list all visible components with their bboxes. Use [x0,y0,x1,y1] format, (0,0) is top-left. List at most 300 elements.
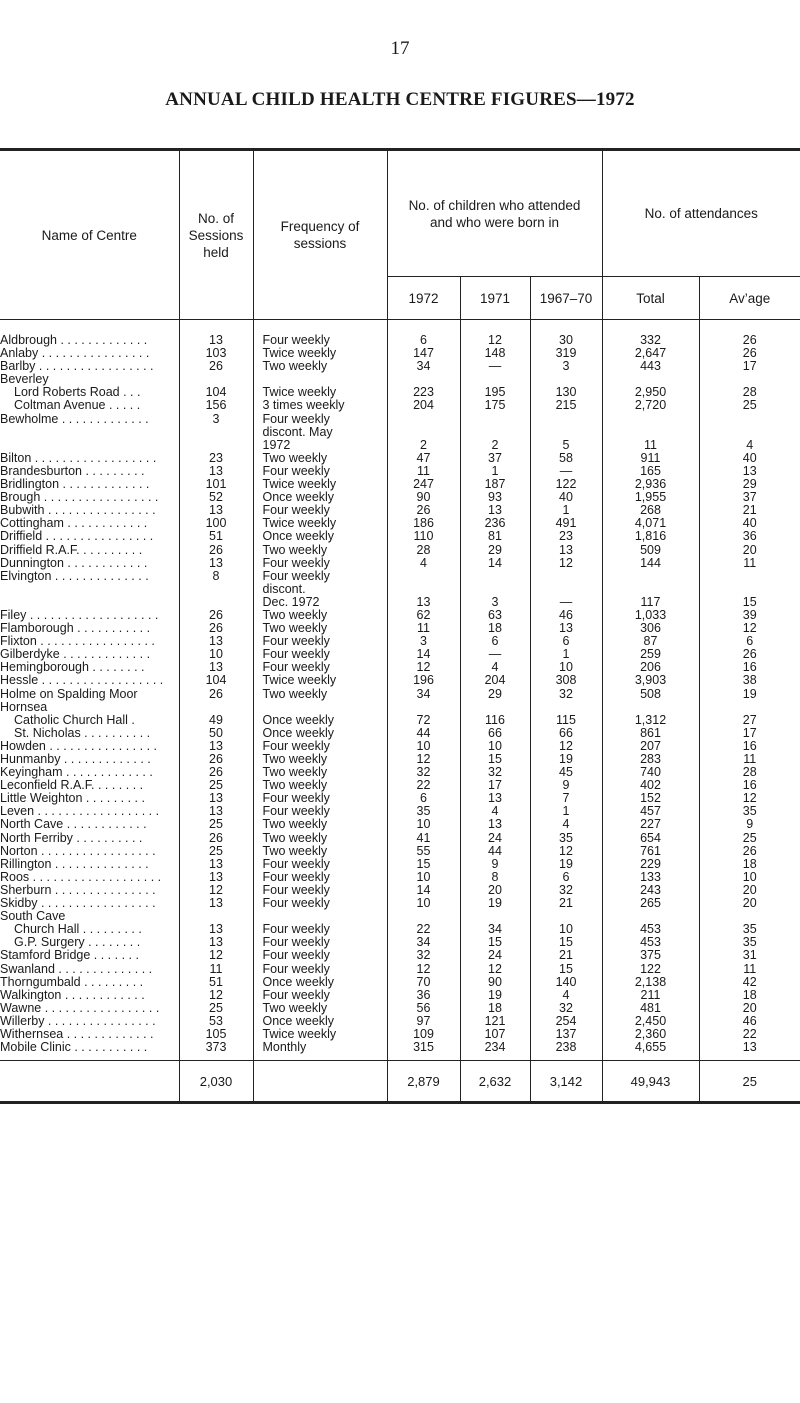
born-1967-70-cell [530,583,602,596]
born-1967-70-cell: 10 [530,661,602,674]
attendance-total-cell [602,426,699,439]
attendance-total-cell: 144 [602,557,699,570]
table-row [0,897,800,910]
totals-1972: 2,879 [387,1061,460,1103]
frequency-cell: Once weekly [253,976,387,989]
header-attendances-text: No. of attendances [644,206,758,221]
attendance-average-cell: 12 [699,792,800,805]
attendance-average-cell: 26 [699,320,800,348]
sessions-cell: 13 [179,923,253,936]
born-1971-cell: 15 [460,753,530,766]
born-1972-cell: 6 [387,792,460,805]
frequency-cell: 1972 [253,439,387,452]
frequency-cell: Four weekly [253,648,387,661]
sessions-cell: 26 [179,609,253,622]
table-row [0,544,800,557]
table-row [0,832,800,845]
table-row [0,583,800,596]
centre-name: Willerby . . . . . . . . . . . . . . . . [0,1014,156,1028]
born-1967-70-cell: 21 [530,949,602,962]
table-row [0,452,800,465]
frequency-cell: Two weekly [253,1002,387,1015]
frequency-cell: Twice weekly [253,478,387,491]
born-1971-cell [460,570,530,583]
born-1972-cell [387,413,460,426]
attendance-total-cell: 740 [602,766,699,779]
centre-name: Beverley [0,373,49,387]
centre-name: Wawne . . . . . . . . . . . . . . . . . [0,1001,160,1015]
born-1967-70-cell: 19 [530,753,602,766]
born-1971-cell: 148 [460,347,530,360]
born-1972-cell: 10 [387,818,460,831]
attendance-total-cell: 206 [602,661,699,674]
frequency-cell: Two weekly [253,688,387,701]
centre-name: Elvington . . . . . . . . . . . . . . [0,569,149,583]
born-1967-70-cell: 15 [530,963,602,976]
attendance-total-cell: 3,903 [602,674,699,687]
sessions-cell: 13 [179,557,253,570]
born-1971-cell: 13 [460,818,530,831]
attendance-average-cell: 27 [699,714,800,727]
born-1971-cell: 63 [460,609,530,622]
attendance-total-cell [602,701,699,714]
centre-name [0,583,179,596]
attendance-total-cell: 122 [602,963,699,976]
born-1972-cell: 70 [387,976,460,989]
attendance-total-cell: 265 [602,897,699,910]
table-row [0,399,800,412]
frequency-cell: Four weekly [253,740,387,753]
frequency-cell: Once weekly [253,491,387,504]
born-1967-70-cell: 9 [530,779,602,792]
table-row [0,753,800,766]
born-1972-cell: 6 [387,320,460,348]
attendance-average-cell: 26 [699,347,800,360]
attendance-total-cell: 133 [602,871,699,884]
frequency-cell: Twice weekly [253,347,387,360]
born-1971-cell [460,701,530,714]
centre-name: Bridlington . . . . . . . . . . . . . [0,478,150,492]
born-1971-cell: 32 [460,766,530,779]
attendance-total-cell: 457 [602,805,699,818]
born-1971-cell: 93 [460,491,530,504]
frequency-cell: Two weekly [253,544,387,557]
born-1971-cell: 15 [460,936,530,949]
sessions-cell: 12 [179,949,253,962]
born-1972-cell: 12 [387,753,460,766]
born-1967-70-cell: 491 [530,517,602,530]
frequency-cell: 3 times weekly [253,399,387,412]
born-1967-70-cell: — [530,596,602,609]
born-1972-cell: 55 [387,845,460,858]
born-1967-70-cell: 3 [530,360,602,373]
sessions-cell [179,439,253,452]
attendance-total-cell: 375 [602,949,699,962]
attendance-total-cell: 508 [602,688,699,701]
born-1967-70-cell: 45 [530,766,602,779]
born-1972-cell: 109 [387,1028,460,1041]
table-row [0,858,800,871]
frequency-cell: Four weekly [253,557,387,570]
born-1971-cell: 8 [460,871,530,884]
table-row [0,779,800,792]
attendance-total-cell: 761 [602,845,699,858]
centre-name: Flixton . . . . . . . . . . . . . . . . . [0,635,155,649]
centre-name: Bubwith . . . . . . . . . . . . . . . . [0,504,156,518]
frequency-cell: Four weekly [253,570,387,583]
born-1971-cell: 44 [460,845,530,858]
born-1971-cell: 4 [460,805,530,818]
frequency-cell: Four weekly [253,635,387,648]
attendance-average-cell: 16 [699,740,800,753]
sessions-cell [179,701,253,714]
centre-name: North Cave . . . . . . . . . . . . [0,818,147,832]
sessions-cell: 13 [179,740,253,753]
attendance-average-cell: 13 [699,1041,800,1061]
centre-name: Mobile Clinic . . . . . . . . . . . [0,1041,148,1055]
header-sessions [179,150,253,320]
born-1967-70-cell: 12 [530,740,602,753]
born-1971-cell: 81 [460,530,530,543]
attendance-total-cell: 87 [602,635,699,648]
sessions-cell [179,373,253,386]
frequency-cell: Once weekly [253,727,387,740]
sessions-cell [179,583,253,596]
centre-name [0,426,179,439]
frequency-cell: Two weekly [253,609,387,622]
sessions-cell: 13 [179,504,253,517]
attendance-average-cell: 22 [699,1028,800,1041]
attendance-total-cell: 481 [602,1002,699,1015]
born-1971-cell: 6 [460,635,530,648]
sessions-cell: 51 [179,530,253,543]
frequency-cell: Four weekly [253,884,387,897]
totals-1971: 2,632 [460,1061,530,1103]
table-row [0,923,800,936]
born-1967-70-cell: 238 [530,1041,602,1061]
born-1972-cell [387,701,460,714]
sessions-cell: 52 [179,491,253,504]
frequency-cell: Two weekly [253,360,387,373]
born-1971-cell: 2 [460,439,530,452]
table-row [0,609,800,622]
centre-name: Gilberdyke . . . . . . . . . . . . . [0,648,151,662]
attendance-total-cell: 2,647 [602,347,699,360]
attendance-total-cell [602,910,699,923]
born-1971-cell: 204 [460,674,530,687]
sessions-cell: 13 [179,871,253,884]
table-row [0,1041,800,1061]
born-1972-cell: 110 [387,530,460,543]
born-1972-cell: 34 [387,360,460,373]
centre-name: Filey . . . . . . . . . . . . . . . . . . . [0,608,159,622]
born-1967-70-cell: 1 [530,504,602,517]
attendance-average-cell: 12 [699,622,800,635]
born-1972-cell: 22 [387,779,460,792]
born-1972-cell: 26 [387,504,460,517]
born-1967-70-cell: 21 [530,897,602,910]
sessions-cell: 25 [179,1002,253,1015]
attendance-total-cell: 1,033 [602,609,699,622]
sessions-cell: 12 [179,989,253,1002]
centre-name: Stamford Bridge . . . . . . . [0,949,139,963]
attendance-average-cell: 20 [699,884,800,897]
table-row [0,792,800,805]
born-1971-cell: 10 [460,740,530,753]
born-1972-cell: 196 [387,674,460,687]
frequency-cell: Twice weekly [253,1028,387,1041]
attendance-average-cell: 42 [699,976,800,989]
born-1967-70-cell: 12 [530,557,602,570]
born-1972-cell: 72 [387,714,460,727]
table-row [0,661,800,674]
attendance-total-cell: 453 [602,923,699,936]
totals-row [0,1061,800,1103]
centre-name: Dunnington . . . . . . . . . . . . [0,556,148,570]
born-1972-cell: 223 [387,386,460,399]
table-row [0,320,800,348]
born-1972-cell: 315 [387,1041,460,1061]
frequency-cell: Four weekly [253,949,387,962]
born-1971-cell: 24 [460,832,530,845]
table-row [0,949,800,962]
table-header [0,150,800,320]
born-1972-cell: 186 [387,517,460,530]
centre-name [0,439,179,452]
born-1972-cell: 10 [387,897,460,910]
born-1967-70-cell: — [530,465,602,478]
born-1971-cell: 13 [460,504,530,517]
attendance-total-cell: 227 [602,818,699,831]
born-1967-70-cell: 130 [530,386,602,399]
attendance-average-cell: 26 [699,648,800,661]
table-row [0,347,800,360]
frequency-cell: Monthly [253,1041,387,1061]
header-1972: 1972 [387,277,460,320]
sessions-cell: 11 [179,963,253,976]
frequency-cell: discont. [253,583,387,596]
attendance-average-cell: 17 [699,360,800,373]
table-row [0,740,800,753]
sessions-cell: 13 [179,792,253,805]
born-1971-cell: 19 [460,897,530,910]
attendance-average-cell: 16 [699,779,800,792]
table-row [0,963,800,976]
born-1967-70-cell: 12 [530,845,602,858]
centre-name: Hunmanby . . . . . . . . . . . . . [0,753,151,766]
centre-name: Brough . . . . . . . . . . . . . . . . . [0,491,159,505]
centre-name: Walkington . . . . . . . . . . . . [0,988,145,1002]
frequency-cell: Two weekly [253,779,387,792]
attendance-total-cell: 207 [602,740,699,753]
frequency-cell: Four weekly [253,792,387,805]
frequency-cell: Twice weekly [253,674,387,687]
born-1967-70-cell: 58 [530,452,602,465]
table-row [0,635,800,648]
frequency-cell: Two weekly [253,766,387,779]
attendance-total-cell: 11 [602,439,699,452]
born-1967-70-cell: 32 [530,688,602,701]
attendance-average-cell: 35 [699,805,800,818]
born-1967-70-cell: 66 [530,727,602,740]
born-1971-cell: 18 [460,622,530,635]
born-1967-70-cell: 137 [530,1028,602,1041]
born-1972-cell: 22 [387,923,460,936]
sessions-cell: 156 [179,399,253,412]
header-1967-70: 1967–70 [530,277,602,320]
centre-name: Sherburn . . . . . . . . . . . . . . . [0,883,156,897]
table-row [0,1028,800,1041]
attendance-total-cell: 306 [602,622,699,635]
born-1972-cell: 13 [387,596,460,609]
born-1971-cell: 195 [460,386,530,399]
frequency-cell: Four weekly [253,805,387,818]
header-frequency-text: Frequency of sessions [280,219,360,251]
attendance-average-cell: 40 [699,517,800,530]
table-row [0,989,800,1002]
born-1971-cell: 236 [460,517,530,530]
table-row [0,386,800,399]
totals-total: 49,943 [602,1061,699,1103]
frequency-cell: discont. May [253,426,387,439]
born-1972-cell [387,583,460,596]
centre-name: Bewholme . . . . . . . . . . . . . [0,412,149,426]
sessions-cell: 26 [179,766,253,779]
attendance-average-cell: 20 [699,544,800,557]
attendance-average-cell: 6 [699,635,800,648]
attendance-average-cell: 17 [699,727,800,740]
attendance-total-cell: 268 [602,504,699,517]
attendance-total-cell: 443 [602,360,699,373]
table-row [0,1002,800,1015]
sessions-cell: 104 [179,386,253,399]
attendance-average-cell: 39 [699,609,800,622]
sessions-cell: 3 [179,413,253,426]
frequency-cell: Four weekly [253,963,387,976]
sessions-cell: 8 [179,570,253,583]
born-1971-cell: 121 [460,1015,530,1028]
table-row [0,714,800,727]
attendance-average-cell: 11 [699,753,800,766]
born-1967-70-cell: 4 [530,989,602,1002]
sessions-cell: 23 [179,452,253,465]
born-1967-70-cell: 7 [530,792,602,805]
header-1971: 1971 [460,277,530,320]
born-1972-cell [387,373,460,386]
table-row [0,1015,800,1028]
sessions-cell [179,596,253,609]
centre-name: Hessle . . . . . . . . . . . . . . . . . . [0,674,164,688]
header-frequency [253,150,387,320]
sessions-cell: 26 [179,622,253,635]
attendance-average-cell: 46 [699,1015,800,1028]
born-1972-cell: 10 [387,871,460,884]
born-1971-cell: 18 [460,1002,530,1015]
born-1971-cell: 116 [460,714,530,727]
born-1972-cell: 41 [387,832,460,845]
frequency-cell: Four weekly [253,923,387,936]
attendance-total-cell [602,583,699,596]
attendance-total-cell: 152 [602,792,699,805]
born-1971-cell: 34 [460,923,530,936]
sessions-cell: 13 [179,858,253,871]
frequency-cell: Two weekly [253,622,387,635]
frequency-cell: Two weekly [253,753,387,766]
born-1967-70-cell: 5 [530,439,602,452]
attendance-average-cell: 4 [699,439,800,452]
attendance-average-cell [699,701,800,714]
centre-name: Little Weighton . . . . . . . . . [0,792,145,806]
table-row [0,871,800,884]
sessions-cell: 104 [179,674,253,687]
attendance-average-cell [699,426,800,439]
born-1967-70-cell [530,910,602,923]
table-row [0,596,800,609]
table-row [0,373,800,386]
centre-name: Brandesburton . . . . . . . . . [0,464,145,478]
born-1972-cell: 11 [387,465,460,478]
centre-name: Keyingham . . . . . . . . . . . . . [0,766,153,780]
attendance-average-cell: 20 [699,897,800,910]
attendance-average-cell: 15 [699,596,800,609]
sessions-cell: 13 [179,805,253,818]
sessions-cell: 26 [179,360,253,373]
born-1967-70-cell: 40 [530,491,602,504]
attendance-average-cell [699,413,800,426]
born-1971-cell: 29 [460,688,530,701]
header-attendances [602,150,800,277]
attendance-total-cell: 1,312 [602,714,699,727]
attendance-total-cell: 2,950 [602,386,699,399]
attendance-average-cell: 18 [699,989,800,1002]
sessions-cell: 51 [179,976,253,989]
table-row [0,674,800,687]
born-1971-cell: 107 [460,1028,530,1041]
born-1971-cell: 3 [460,596,530,609]
table-row [0,845,800,858]
attendance-average-cell [699,373,800,386]
born-1967-70-cell: 15 [530,936,602,949]
frequency-cell: Once weekly [253,714,387,727]
header-total: Total [602,277,699,320]
born-1972-cell: 32 [387,766,460,779]
sessions-cell: 103 [179,347,253,360]
born-1971-cell: 9 [460,858,530,871]
table-row [0,465,800,478]
born-1972-cell [387,426,460,439]
centre-name: Leven . . . . . . . . . . . . . . . . . . [0,805,160,819]
attendance-total-cell: 229 [602,858,699,871]
sessions-cell: 105 [179,1028,253,1041]
born-1971-cell: 187 [460,478,530,491]
centre-name: Catholic Church Hall . [14,713,135,727]
centre-name [0,596,179,609]
born-1971-cell: 175 [460,399,530,412]
born-1971-cell: 4 [460,661,530,674]
sessions-cell [179,426,253,439]
sessions-cell: 12 [179,884,253,897]
born-1971-cell: 234 [460,1041,530,1061]
attendance-total-cell: 4,071 [602,517,699,530]
table-row [0,426,800,439]
born-1971-cell: 20 [460,884,530,897]
born-1967-70-cell: 140 [530,976,602,989]
centre-name: Cottingham . . . . . . . . . . . . [0,517,148,531]
born-1971-cell [460,426,530,439]
born-1971-cell: 13 [460,792,530,805]
centre-name: Driffield R.A.F. . . . . . . . . . [0,543,143,557]
born-1967-70-cell: 46 [530,609,602,622]
